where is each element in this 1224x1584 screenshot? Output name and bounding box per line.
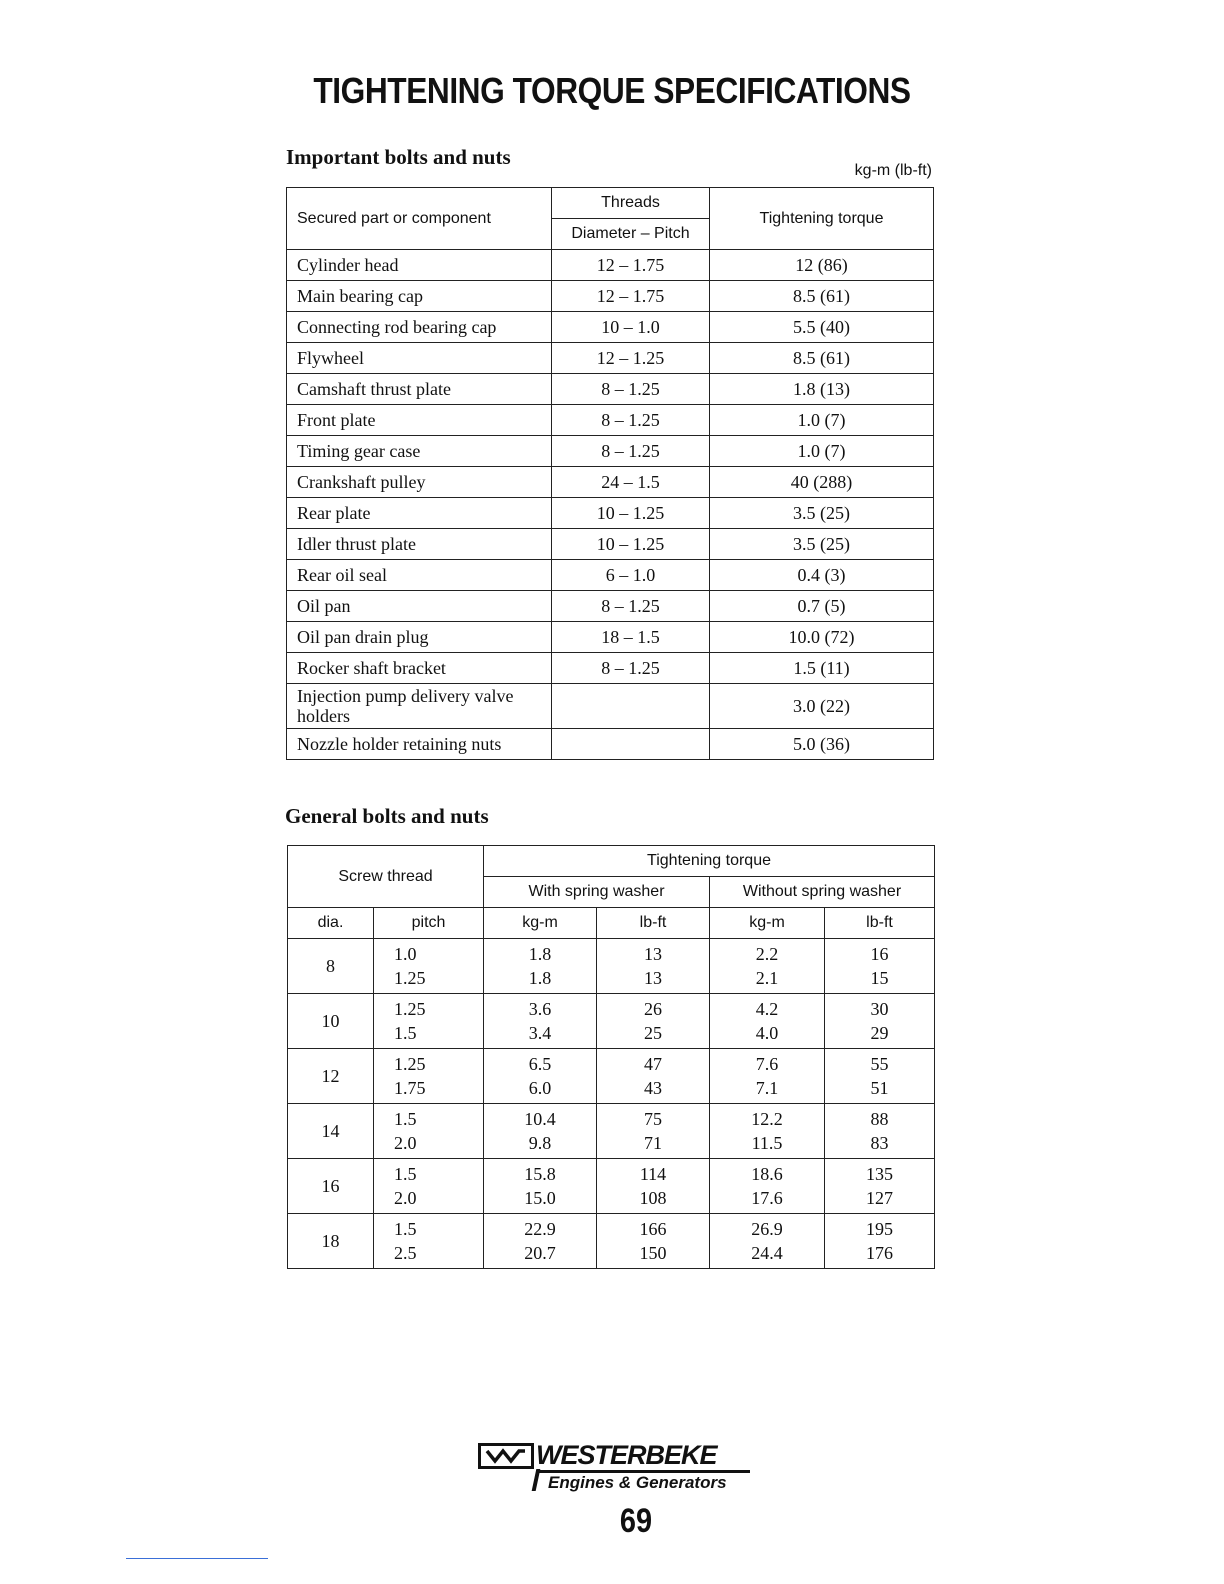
cell-value: 18.6 <box>751 1164 783 1184</box>
cell-value: 24.4 <box>751 1243 783 1263</box>
page-title: TIGHTENING TORQUE SPECIFICATIONS <box>313 70 911 111</box>
torque-cell: 1.5 (11) <box>710 653 934 684</box>
table-row <box>287 529 934 560</box>
part-cell: Injection pump delivery valve holders <box>287 684 552 729</box>
thread-cell <box>552 684 710 729</box>
w-mark-icon <box>481 1446 531 1466</box>
cell-value: 176 <box>866 1243 894 1263</box>
thread-cell: 8 – 1.25 <box>552 405 710 436</box>
with-lbft-cell <box>597 994 710 1049</box>
with-lbft-cell <box>597 1214 710 1269</box>
cell-value: 1.25 <box>394 968 426 988</box>
cell-value: 150 <box>639 1243 667 1263</box>
cell-value: 6.0 <box>528 1078 552 1098</box>
part-cell: Rear plate <box>287 498 552 529</box>
table-row <box>287 729 934 760</box>
part-cell: Oil pan <box>287 591 552 622</box>
table-row <box>288 939 935 994</box>
header-with-washer: With spring washer <box>484 877 710 908</box>
part-cell: Rear oil seal <box>287 560 552 591</box>
torque-cell: 1.0 (7) <box>710 436 934 467</box>
without-lbft-cell <box>825 994 935 1049</box>
cell-value: 127 <box>866 1188 894 1208</box>
cell-value: 26 <box>644 999 663 1019</box>
cell-value: 108 <box>639 1188 667 1208</box>
without-kgm-cell <box>710 994 825 1049</box>
cell-value: 1.8 <box>528 944 552 964</box>
dia-cell: 18 <box>288 1214 374 1269</box>
dia-cell: 14 <box>288 1104 374 1159</box>
header-without-kgm: kg-m <box>710 908 825 939</box>
torque-cell: 5.5 (40) <box>710 312 934 343</box>
westerbeke-logo <box>478 1440 758 1498</box>
table-row <box>287 374 934 405</box>
thread-cell: 8 – 1.25 <box>552 591 710 622</box>
without-lbft-cell <box>825 939 935 994</box>
thread-cell: 12 – 1.25 <box>552 343 710 374</box>
cell-value: 15.0 <box>524 1188 556 1208</box>
thread-cell: 10 – 1.0 <box>552 312 710 343</box>
pitch-cell <box>374 1104 484 1159</box>
table-row <box>287 312 934 343</box>
general-bolts-table <box>287 845 935 1269</box>
table-row <box>287 498 934 529</box>
with-kgm-cell <box>484 1159 597 1214</box>
important-bolts-table <box>286 187 934 760</box>
part-cell: Crankshaft pulley <box>287 467 552 498</box>
general-bolts-heading: General bolts and nuts <box>285 804 489 828</box>
dia-cell: 10 <box>288 994 374 1049</box>
pitch-cell <box>374 994 484 1049</box>
table-row <box>287 591 934 622</box>
cell-value: 6.5 <box>528 1054 552 1074</box>
with-lbft-cell <box>597 939 710 994</box>
cell-value: 11.5 <box>751 1133 783 1153</box>
torque-cell: 3.5 (25) <box>710 498 934 529</box>
header-dia: dia. <box>288 908 374 939</box>
with-lbft-cell <box>597 1104 710 1159</box>
cell-value: 135 <box>866 1164 894 1184</box>
with-kgm-cell <box>484 994 597 1049</box>
cell-value: 3.6 <box>528 999 552 1019</box>
without-kgm-cell <box>710 939 825 994</box>
torque-cell: 1.8 (13) <box>710 374 934 405</box>
thread-cell: 12 – 1.75 <box>552 250 710 281</box>
table-row <box>287 405 934 436</box>
table-row <box>287 622 934 653</box>
thread-cell: 6 – 1.0 <box>552 560 710 591</box>
cell-value: 10.4 <box>524 1109 556 1129</box>
cell-value: 43 <box>644 1078 663 1098</box>
logo-tagline: Engines & Generators <box>548 1473 727 1492</box>
header-with-kgm: kg-m <box>484 908 597 939</box>
without-lbft-cell <box>825 1159 935 1214</box>
logo-mark-icon <box>478 1443 534 1469</box>
table-row <box>288 1214 935 1269</box>
cell-value: 16 <box>870 944 889 964</box>
cell-value: 15 <box>870 968 889 988</box>
without-kgm-cell <box>710 1214 825 1269</box>
torque-cell: 0.7 (5) <box>710 591 934 622</box>
cell-value: 12.2 <box>751 1109 783 1129</box>
cell-value: 3.4 <box>528 1023 552 1043</box>
cell-value: 17.6 <box>751 1188 783 1208</box>
table-row <box>287 343 934 374</box>
cell-value: 26.9 <box>751 1219 783 1239</box>
cell-value: 22.9 <box>524 1219 556 1239</box>
header-threads: Threads <box>552 188 710 219</box>
cell-value: 88 <box>870 1109 889 1129</box>
cell-value: 1.25 <box>394 999 426 1019</box>
cell-value: 2.5 <box>394 1243 417 1263</box>
cell-value: 51 <box>870 1078 889 1098</box>
header-with-lbft: lb-ft <box>597 908 710 939</box>
cell-value: 2.0 <box>394 1188 417 1208</box>
without-kgm-cell <box>710 1104 825 1159</box>
part-cell: Front plate <box>287 405 552 436</box>
torque-cell: 3.5 (25) <box>710 529 934 560</box>
table-row <box>287 250 934 281</box>
cell-value: 114 <box>639 1164 667 1184</box>
dia-cell: 8 <box>288 939 374 994</box>
cell-value: 4.0 <box>755 1023 779 1043</box>
table-row <box>288 1104 935 1159</box>
with-lbft-cell <box>597 1049 710 1104</box>
header-without-washer: Without spring washer <box>710 877 935 908</box>
cell-value: 7.6 <box>755 1054 779 1074</box>
cell-value: 4.2 <box>755 999 779 1019</box>
cell-value: 1.25 <box>394 1054 426 1074</box>
pitch-cell <box>374 1049 484 1104</box>
cell-value: 1.5 <box>394 1023 417 1043</box>
thread-cell: 8 – 1.25 <box>552 653 710 684</box>
cell-value: 55 <box>870 1054 889 1074</box>
cell-value: 9.8 <box>528 1133 552 1153</box>
part-cell: Idler thrust plate <box>287 529 552 560</box>
thread-cell: 10 – 1.25 <box>552 498 710 529</box>
header-diameter-pitch: Diameter – Pitch <box>552 219 710 250</box>
cell-value: 1.5 <box>394 1164 417 1184</box>
part-cell: Rocker shaft bracket <box>287 653 552 684</box>
with-kgm-cell <box>484 939 597 994</box>
pitch-cell <box>374 939 484 994</box>
dia-cell: 16 <box>288 1159 374 1214</box>
torque-cell: 0.4 (3) <box>710 560 934 591</box>
torque-cell: 3.0 (22) <box>710 684 934 729</box>
part-cell: Nozzle holder retaining nuts <box>287 729 552 760</box>
cell-value: 1.5 <box>394 1219 417 1239</box>
with-kgm-cell <box>484 1214 597 1269</box>
torque-cell: 8.5 (61) <box>710 281 934 312</box>
without-lbft-cell <box>825 1214 935 1269</box>
torque-cell: 8.5 (61) <box>710 343 934 374</box>
torque-cell: 12 (86) <box>710 250 934 281</box>
cell-value: 1.0 <box>394 944 417 964</box>
cell-value: 13 <box>644 944 663 964</box>
cell-value: 75 <box>644 1109 663 1129</box>
header-part: Secured part or component <box>287 188 552 250</box>
header-without-lbft: lb-ft <box>825 908 935 939</box>
table-row <box>287 684 934 729</box>
cell-value: 2.0 <box>394 1133 417 1153</box>
with-kgm-cell <box>484 1049 597 1104</box>
without-kgm-cell <box>710 1159 825 1214</box>
header-pitch: pitch <box>374 908 484 939</box>
thread-cell: 12 – 1.75 <box>552 281 710 312</box>
cell-value: 1.5 <box>394 1109 417 1129</box>
part-cell: Timing gear case <box>287 436 552 467</box>
torque-cell: 40 (288) <box>710 467 934 498</box>
pitch-cell <box>374 1159 484 1214</box>
thread-cell: 8 – 1.25 <box>552 436 710 467</box>
thread-cell: 10 – 1.25 <box>552 529 710 560</box>
table-row <box>288 1049 935 1104</box>
without-lbft-cell <box>825 1104 935 1159</box>
page-number: 69 <box>619 1502 653 1540</box>
cell-value: 1.8 <box>528 968 552 988</box>
thread-cell: 8 – 1.25 <box>552 374 710 405</box>
part-cell: Oil pan drain plug <box>287 622 552 653</box>
thread-cell: 18 – 1.5 <box>552 622 710 653</box>
cell-value: 30 <box>870 999 889 1019</box>
table-row <box>287 653 934 684</box>
part-cell: Main bearing cap <box>287 281 552 312</box>
header-screw-thread: Screw thread <box>288 846 484 908</box>
important-bolts-heading: Important bolts and nuts <box>286 145 511 169</box>
torque-cell: 10.0 (72) <box>710 622 934 653</box>
cell-value: 2.1 <box>755 968 779 988</box>
table-row <box>287 467 934 498</box>
cell-value: 2.2 <box>755 944 779 964</box>
cell-value: 29 <box>870 1023 889 1043</box>
table-row <box>287 436 934 467</box>
cell-value: 195 <box>866 1219 894 1239</box>
cell-value: 83 <box>870 1133 889 1153</box>
with-kgm-cell <box>484 1104 597 1159</box>
cell-value: 20.7 <box>524 1243 556 1263</box>
cell-value: 7.1 <box>755 1078 779 1098</box>
table-row <box>288 1159 935 1214</box>
bottom-rule <box>126 1558 268 1559</box>
part-cell: Cylinder head <box>287 250 552 281</box>
thread-cell: 24 – 1.5 <box>552 467 710 498</box>
cell-value: 166 <box>639 1219 667 1239</box>
part-cell: Camshaft thrust plate <box>287 374 552 405</box>
cell-value: 25 <box>644 1023 663 1043</box>
table-row <box>287 281 934 312</box>
table-row <box>287 560 934 591</box>
part-cell: Connecting rod bearing cap <box>287 312 552 343</box>
torque-cell: 1.0 (7) <box>710 405 934 436</box>
part-cell: Flywheel <box>287 343 552 374</box>
units-label: kg-m (lb-ft) <box>854 162 932 179</box>
torque-cell: 5.0 (36) <box>710 729 934 760</box>
cell-value: 71 <box>644 1133 663 1153</box>
without-kgm-cell <box>710 1049 825 1104</box>
cell-value: 13 <box>644 968 663 988</box>
cell-value: 15.8 <box>524 1164 556 1184</box>
with-lbft-cell <box>597 1159 710 1214</box>
header-tightening-torque: Tightening torque <box>484 846 935 877</box>
dia-cell: 12 <box>288 1049 374 1104</box>
without-lbft-cell <box>825 1049 935 1104</box>
thread-cell <box>552 729 710 760</box>
cell-value: 47 <box>644 1054 663 1074</box>
cell-value: 1.75 <box>394 1078 426 1098</box>
pitch-cell <box>374 1214 484 1269</box>
table-row <box>288 994 935 1049</box>
logo-name: WESTERBEKE <box>536 1440 750 1473</box>
header-torque: Tightening torque <box>710 188 934 250</box>
